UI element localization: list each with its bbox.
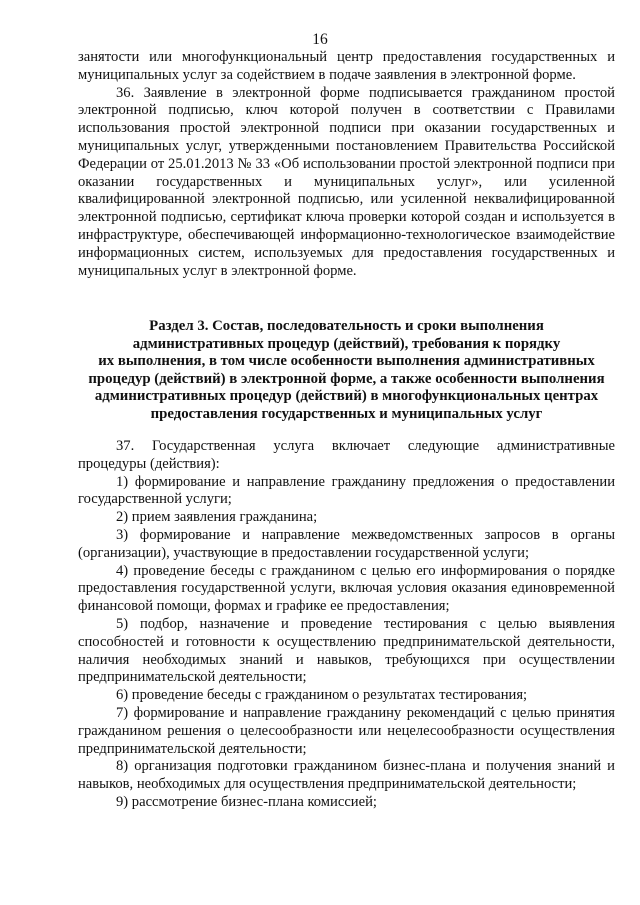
procedure-item: 7) формирование и направление гражданину рекомендаций с целью принятия гражданином решения о целесообразности или нецелесообразности осуществления предпринимательской деятельности; [78,704,615,757]
procedure-item: 6) проведение беседы с гражданином о результатах тестирования; [116,687,528,704]
paragraph-36: 36. Заявление в электронной форме подписывается гражданином простой электронной подписью, ключ которой получен в соответствии с Правилами использования простой электронной подписи при оказании государственных и муниципальных услуг, утвержденными постановлением Правительства Российской Федерации от 25.01.2013 № 33 «Об использовании простой электронной подписи при оказании государственных и муниципальных услуг», или усиленной квалифицированной электронной подписью, или усиленной неквалифицированной электронной подписью, сертификат ключа проверки которой создан и используется в инфраструктуре, обеспечивающей информационно-технологическое взаимодействие информационных систем, используемых для предоставления государственных и муниципальных услуг в электронной форме. [78,84,615,279]
text-block-top [78,49,615,280]
procedure-item: 3) формирование и направление межведомственных запросов в органы (организации), участвующие в предоставлении государственной услуги; [78,526,615,561]
page-number: 16 [312,31,328,48]
procedures-block [78,438,615,812]
heading-line: административных процедур (действий) в многофункциональных центрах [94,388,599,405]
section-heading [78,318,615,424]
heading-line: предоставления государственных и муниципальных услуг [150,405,543,422]
procedure-item: 9) рассмотрение бизнес-плана комиссией; [116,793,377,810]
procedure-item: 5) подбор, назначение и проведение тестирования с целью выявления способностей и готовности к осуществлению предпринимательской деятельности, наличия необходимых знаний и навыков, требующихся при осуществлении предпринимательской деятельности; [78,615,615,686]
heading-line: процедур (действий) в электронной форме, а также особенности выполнения [88,370,605,387]
heading-line: Раздел 3. Состав, последовательность и сроки выполнения [149,318,544,334]
paragraph-continuation: занятости или многофункциональный центр предоставления государственных и муниципальных услуг за содействием в подаче заявления в электронной форме. [78,49,615,83]
procedure-item: 8) организация подготовки гражданином бизнес-плана и получения знаний и навыков, необходимых для осуществления предпринимательской деятельности; [78,758,615,793]
heading-line: их выполнения, в том числе особенности выполнения административных [98,353,595,370]
paragraph-37: 37. Государственная услуга включает следующие административные процедуры (действия): [78,438,615,472]
heading-line: административных процедур (действий), требования к порядку [132,335,561,352]
procedure-item: 4) проведение беседы с гражданином с целью его информирования о порядке предоставления государственной услуги, включая условия оказания единовременной финансовой помощи, формах и графике ее предоставления; [78,562,615,615]
procedure-item: 2) прием заявления гражданина; [116,509,318,526]
procedure-item: 1) формирование и направление гражданину предложения о предоставлении государственной услуги; [78,473,615,508]
